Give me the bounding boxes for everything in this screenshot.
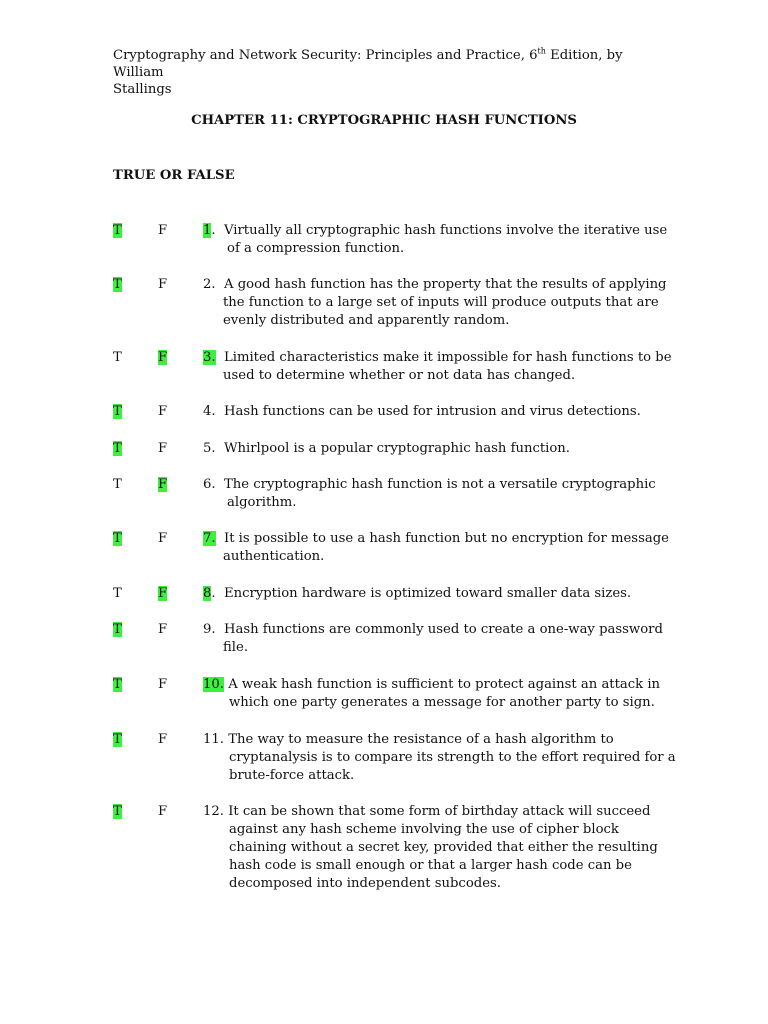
question-number: 11.	[203, 732, 224, 747]
question-line-text: Whirlpool is a popular cryptographic hash function.	[223, 441, 570, 456]
question-line-text: Encryption hardware is optimized toward smaller data sizes.	[223, 586, 632, 601]
option-true: T	[113, 677, 122, 692]
question-line	[203, 676, 663, 694]
question-line: file.	[223, 640, 249, 655]
option-true: T	[113, 223, 122, 238]
question-number: 7.	[203, 531, 216, 546]
question-number: 10.	[203, 677, 224, 692]
question-text	[203, 403, 663, 421]
question-number: 9.	[203, 622, 216, 637]
question-number: 6.	[203, 477, 216, 492]
question-text	[203, 676, 663, 712]
option-false: F	[158, 223, 168, 238]
question-line: brute-force attack.	[229, 768, 355, 783]
question-line: authentication.	[223, 549, 325, 564]
question-line	[203, 585, 663, 603]
question-line: hash code is small enough or that a larger hash code can be	[229, 858, 632, 873]
option-true: T	[113, 804, 122, 819]
question-number-separator	[216, 531, 224, 546]
question-number-separator	[216, 477, 224, 492]
question-line	[203, 276, 667, 294]
header-title: Cryptography and Network Security: Principles and Practice, 6	[113, 48, 538, 63]
question-number: 1	[203, 223, 212, 238]
question-line: which one party generates a message for another party to sign.	[229, 695, 655, 710]
option-false: F	[158, 677, 168, 692]
question-line-text: The cryptographic hash function is not a versatile cryptographic	[223, 477, 656, 492]
option-true: T	[113, 404, 122, 419]
question-number: 2.	[203, 277, 216, 292]
chapter-title: CHAPTER 11: CRYPTOGRAPHIC HASH FUNCTIONS	[191, 113, 577, 128]
question-number-separator	[216, 277, 224, 292]
option-true: T	[113, 622, 122, 637]
option-false: F	[158, 622, 168, 637]
question-text	[203, 440, 663, 458]
question-line: decomposed into independent subcodes.	[229, 876, 501, 891]
option-false: F	[158, 277, 168, 292]
question-number-separator: .	[211, 223, 224, 238]
question-line	[203, 621, 663, 639]
option-false: F	[158, 732, 168, 747]
option-false: F	[158, 804, 168, 819]
question-line: chaining without a secret key, provided that either the resulting	[229, 840, 658, 855]
option-false: F	[158, 350, 168, 365]
question-line-text: Limited characteristics make it impossible for hash functions to be	[223, 350, 672, 365]
question-line-text: It can be shown that some form of birthday attack will succeed	[228, 804, 651, 819]
question-text	[203, 585, 663, 603]
question-line: algorithm.	[227, 495, 297, 510]
question-text	[203, 530, 669, 566]
question-line	[203, 530, 669, 548]
question-line	[203, 803, 663, 821]
option-true: T	[113, 477, 122, 492]
question-line: against any hash scheme involving the use of cipher block	[229, 822, 619, 837]
option-true: T	[113, 732, 122, 747]
question-line-text: A good hash function has the property that the results of applying	[223, 277, 667, 292]
question-text	[203, 803, 663, 893]
question-text	[203, 731, 676, 785]
question-text	[203, 276, 667, 330]
option-false: F	[158, 586, 168, 601]
option-true: T	[113, 441, 122, 456]
question-number-separator	[216, 350, 224, 365]
option-true: T	[113, 277, 122, 292]
option-true: T	[113, 531, 122, 546]
question-line-text: Hash functions can be used for intrusion and virus detections.	[223, 404, 641, 419]
question-number-separator	[216, 622, 224, 637]
option-false: F	[158, 404, 168, 419]
option-false: F	[158, 441, 168, 456]
question-line: evenly distributed and apparently random.	[223, 313, 510, 328]
document-header	[113, 47, 673, 98]
question-line	[203, 222, 668, 240]
question-line-text: Virtually all cryptographic hash functions involve the iterative use	[223, 223, 668, 238]
question-line	[203, 349, 672, 367]
option-true: T	[113, 586, 122, 601]
section-title: TRUE OR FALSE	[113, 168, 235, 183]
question-line	[203, 440, 663, 458]
question-number: 3.	[203, 350, 216, 365]
option-false: F	[158, 531, 168, 546]
question-line: cryptanalysis is to compare its strength to the effort required for a	[229, 750, 676, 765]
question-line-text: The way to measure the resistance of a hash algorithm to	[228, 732, 614, 747]
question-line: the function to a large set of inputs will produce outputs that are	[223, 295, 659, 310]
header-edition: Edition, by William	[113, 48, 623, 80]
question-line	[203, 403, 663, 421]
question-number-separator	[216, 404, 224, 419]
question-line	[203, 476, 663, 494]
question-line	[203, 731, 663, 749]
question-line: of a compression function.	[227, 241, 405, 256]
question-line-text: It is possible to use a hash function but no encryption for message	[223, 531, 669, 546]
question-number: 4.	[203, 404, 216, 419]
question-text	[203, 349, 672, 385]
question-line: used to determine whether or not data has changed.	[223, 368, 576, 383]
question-text	[203, 476, 663, 512]
question-number-separator: .	[211, 586, 224, 601]
option-false: F	[158, 477, 168, 492]
header-superscript: th	[537, 46, 546, 56]
question-line-text: Hash functions are commonly used to create a one-way password	[223, 622, 663, 637]
header-line-1	[113, 47, 673, 81]
question-number: 8	[203, 586, 212, 601]
question-line-text: A weak hash function is sufficient to protect against an attack in	[228, 677, 661, 692]
question-number: 12.	[203, 804, 224, 819]
header-line-2: Stallings	[113, 82, 172, 97]
option-true: T	[113, 350, 122, 365]
question-number-separator	[216, 441, 224, 456]
question-text	[203, 222, 668, 258]
question-text	[203, 621, 663, 657]
question-number: 5.	[203, 441, 216, 456]
